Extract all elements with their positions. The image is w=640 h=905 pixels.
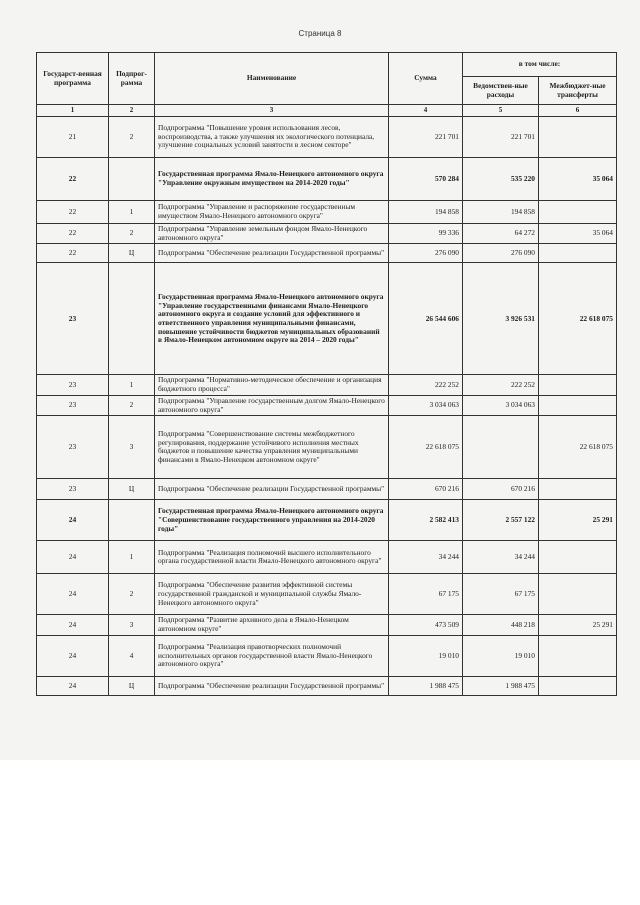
header-name: Наименование (155, 53, 389, 105)
sum-cell: 26 544 606 (389, 263, 463, 375)
budget-table (36, 52, 617, 696)
program-cell: 23 (37, 263, 109, 375)
transfers-cell (539, 201, 617, 224)
dept-cell: 1 988 475 (463, 676, 539, 695)
name-cell: Подпрограмма "Нормативно-методическое обеспечение и организация бюджетного процесса" (155, 375, 389, 395)
column-number: 2 (109, 105, 155, 117)
subprogram-cell: Ц (109, 676, 155, 695)
sum-cell: 19 010 (389, 635, 463, 676)
table-row (37, 635, 617, 676)
program-cell: 23 (37, 395, 109, 415)
sum-cell: 67 175 (389, 574, 463, 615)
subprogram-cell: 3 (109, 615, 155, 635)
table-row (37, 244, 617, 263)
dept-cell (463, 416, 539, 479)
subprogram-cell: 2 (109, 224, 155, 244)
subprogram-cell: 2 (109, 574, 155, 615)
program-cell: 24 (37, 541, 109, 574)
table-row (37, 201, 617, 224)
name-cell: Подпрограмма "Обеспечение реализации Государственной программы" (155, 244, 389, 263)
table-row (37, 395, 617, 415)
table-row (37, 615, 617, 635)
program-cell: 23 (37, 479, 109, 500)
name-cell: Подпрограмма "Управление земельным фондом Ямало-Ненецкого автономного округа" (155, 224, 389, 244)
sum-cell: 222 252 (389, 375, 463, 395)
program-cell: 23 (37, 416, 109, 479)
dept-cell: 3 034 063 (463, 395, 539, 415)
program-cell: 24 (37, 500, 109, 541)
program-cell: 24 (37, 615, 109, 635)
table-row (37, 375, 617, 395)
transfers-cell: 22 618 075 (539, 263, 617, 375)
header-dept: Ведомствен-ные расходы (463, 77, 539, 105)
dept-cell: 194 858 (463, 201, 539, 224)
transfers-cell (539, 375, 617, 395)
column-number: 3 (155, 105, 389, 117)
sum-cell: 221 701 (389, 117, 463, 158)
subprogram-cell: 1 (109, 375, 155, 395)
transfers-cell (539, 479, 617, 500)
column-number: 1 (37, 105, 109, 117)
program-cell: 24 (37, 574, 109, 615)
header-sum: Сумма (389, 53, 463, 105)
transfers-cell: 35 064 (539, 158, 617, 201)
table-row (37, 224, 617, 244)
name-cell: Подпрограмма "Совершенствование системы межбюджетного регулирования, поддержание устойчивого исполнения местных бюджетов и повышение качества управления муниципальными финансами в Ямало-Ненецком автономном округе" (155, 416, 389, 479)
name-cell: Подпрограмма "Обеспечение реализации Государственной программы" (155, 479, 389, 500)
sum-cell: 276 090 (389, 244, 463, 263)
subprogram-cell (109, 158, 155, 201)
transfers-cell: 25 291 (539, 500, 617, 541)
program-cell: 22 (37, 158, 109, 201)
name-cell: Государственная программа Ямало-Ненецкого автономного округа "Совершенствование государственного управления на 2014-2020 годы" (155, 500, 389, 541)
column-number: 4 (389, 105, 463, 117)
transfers-cell (539, 541, 617, 574)
name-cell: Подпрограмма "Повышение уровня использования лесов, воспроизводства, а также улучшения их экологического потенциала, улучшение социальных условий занятости в лесном секторе" (155, 117, 389, 158)
column-number: 5 (463, 105, 539, 117)
transfers-cell: 22 618 075 (539, 416, 617, 479)
sum-cell: 194 858 (389, 201, 463, 224)
header-subprogram: Подпрог-рамма (109, 53, 155, 105)
transfers-cell (539, 244, 617, 263)
subprogram-cell: Ц (109, 479, 155, 500)
table-row (37, 416, 617, 479)
subprogram-cell: 2 (109, 395, 155, 415)
transfers-cell: 25 291 (539, 615, 617, 635)
program-cell: 24 (37, 635, 109, 676)
column-numbers-row (37, 105, 617, 117)
sum-cell: 2 582 413 (389, 500, 463, 541)
program-cell: 23 (37, 375, 109, 395)
name-cell: Подпрограмма "Управление и распоряжение государственным имуществом Ямало-Ненецкого автономного округа" (155, 201, 389, 224)
program-cell: 22 (37, 224, 109, 244)
transfers-cell (539, 676, 617, 695)
sum-cell: 670 216 (389, 479, 463, 500)
subprogram-cell: 2 (109, 117, 155, 158)
header-including: в том числе: (463, 53, 617, 77)
transfers-cell (539, 395, 617, 415)
transfers-cell: 35 064 (539, 224, 617, 244)
sum-cell: 3 034 063 (389, 395, 463, 415)
sum-cell: 22 618 075 (389, 416, 463, 479)
dept-cell: 34 244 (463, 541, 539, 574)
subprogram-cell: 1 (109, 201, 155, 224)
subprogram-cell (109, 263, 155, 375)
name-cell: Подпрограмма "Обеспечение развития эффективной системы государственной гражданской и муниципальной службы Ямало-Ненецкого автономного округа" (155, 574, 389, 615)
table-row (37, 574, 617, 615)
column-number: 6 (539, 105, 617, 117)
dept-cell: 222 252 (463, 375, 539, 395)
sum-cell: 99 336 (389, 224, 463, 244)
dept-cell: 276 090 (463, 244, 539, 263)
table-row (37, 479, 617, 500)
page-label: Страница 8 (298, 29, 342, 38)
program-cell: 22 (37, 201, 109, 224)
table-row (37, 158, 617, 201)
sum-cell: 570 284 (389, 158, 463, 201)
subprogram-cell (109, 500, 155, 541)
name-cell: Государственная программа Ямало-Ненецкого автономного округа "Управление государственными финансами Ямало-Ненецкого автономного округа и создание условий для эффективного и ответственного управления муниципальными финансами, повышение устойчивости бюджетов муниципальных образований в Ямало-Ненецком автономном округе на 2014 – 2020 годы" (155, 263, 389, 375)
name-cell: Государственная программа Ямало-Ненецкого автономного округа "Управление окружным имуществом на 2014-2020 годы" (155, 158, 389, 201)
table-row (37, 117, 617, 158)
dept-cell: 64 272 (463, 224, 539, 244)
dept-cell: 2 557 122 (463, 500, 539, 541)
program-cell: 21 (37, 117, 109, 158)
name-cell: Подпрограмма "Реализация правотворческих полномочий исполнительных органов государственной власти Ямало-Ненецкого автономного округа" (155, 635, 389, 676)
dept-cell: 221 701 (463, 117, 539, 158)
sum-cell: 473 509 (389, 615, 463, 635)
transfers-cell (539, 117, 617, 158)
dept-cell: 67 175 (463, 574, 539, 615)
subprogram-cell: Ц (109, 244, 155, 263)
dept-cell: 3 926 531 (463, 263, 539, 375)
dept-cell: 535 220 (463, 158, 539, 201)
subprogram-cell: 4 (109, 635, 155, 676)
header-transfers: Межбюджет-ные трансферты (539, 77, 617, 105)
name-cell: Подпрограмма "Обеспечение реализации Государственной программы" (155, 676, 389, 695)
table-body (37, 117, 617, 696)
subprogram-cell: 1 (109, 541, 155, 574)
name-cell: Подпрограмма "Развитие архивного дела в Ямало-Ненецком автономном округе" (155, 615, 389, 635)
sum-cell: 1 988 475 (389, 676, 463, 695)
program-cell: 24 (37, 676, 109, 695)
subprogram-cell: 3 (109, 416, 155, 479)
header-program: Государст-венная программа (37, 53, 109, 105)
transfers-cell (539, 574, 617, 615)
name-cell: Подпрограмма "Управление государственным долгом Ямало-Ненецкого автономного округа" (155, 395, 389, 415)
dept-cell: 19 010 (463, 635, 539, 676)
program-cell: 22 (37, 244, 109, 263)
table-row (37, 541, 617, 574)
dept-cell: 670 216 (463, 479, 539, 500)
table-row (37, 263, 617, 375)
name-cell: Подпрограмма "Реализация полномочий высшего исполнительного органа государственной власти Ямало-Ненецкого автономного округа" (155, 541, 389, 574)
table-row (37, 500, 617, 541)
transfers-cell (539, 635, 617, 676)
table-row (37, 676, 617, 695)
dept-cell: 448 218 (463, 615, 539, 635)
sum-cell: 34 244 (389, 541, 463, 574)
